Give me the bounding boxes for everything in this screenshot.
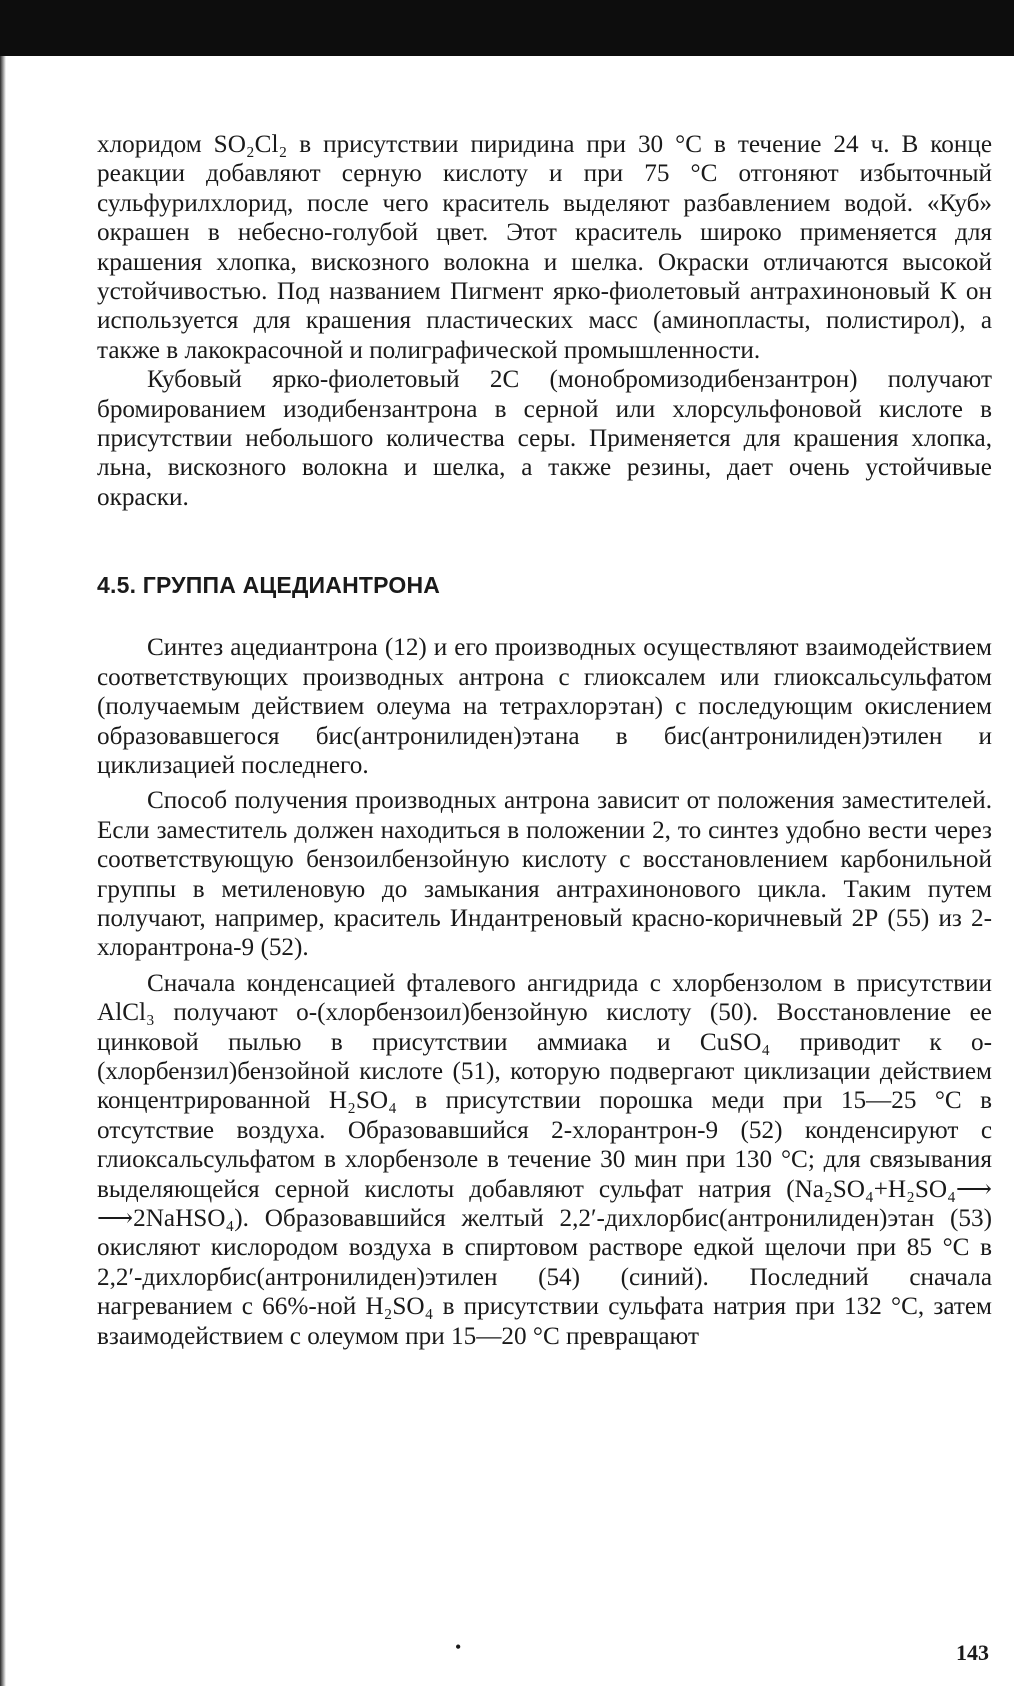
section-heading: 4.5. ГРУППА АЦЕДИАНТРОНА [97, 572, 441, 599]
paragraph-2: Кубовый ярко-фиолетовый 2С (монобромизодибензантрон) получают бромированием изодибензантрона в серной или хлорсульфоновой кислоте в присутствии небольшого количества серы. Применяется для крашения хлопка, льна, вискозного волокна и шелка, а также резины, дает очень устойчивые окраски. [97, 366, 992, 511]
paragraph-1: хлоридом SO₂Cl₂ в присутствии пиридина при 30 °С в течение 24 ч. В конце реакции добавляют серную кислоту и при 75 °С отгоняют избыточный сульфурилхлорид, после чего краситель выделяют разбавлением водой. «Куб» окрашен в небесно-голубой цвет. Этот краситель широко применяется для крашения хлопка, вискозного волокна и шелка. Окраски отличаются высокой устойчивостью. Под названием Пигмент ярко-фиолетовый антрахиноновый К он используется для крашения пластических масс (аминопласты, полистирол), а также в лакокрасочной и полиграфической промышленности. [97, 131, 992, 364]
paragraph-3: Синтез ацедиантрона (12) и его производных осуществляют взаимодействием соответствующих производных антрона с глиоксалем или глиоксальсульфатом (получаемым действием олеума на тетрахлорэтан) с последующим окислением образовавшегося бис(антронилиден)этана в бис(антронилиден)этилен и циклизацией последнего. [97, 634, 992, 779]
page-number: 143 [956, 1640, 989, 1665]
paragraph-5: Сначала конденсацией фталевого ангидрида с хлорбензолом в присутствии AlCl₃ получают о-(хлорбензоил)бензойную кислоту (50). Восстановление ее цинковой пылью в присутствии аммиака и CuSO₄ приводит к о-(хлорбензил)бензойной кислоте (51), которую подвергают циклизации действием концентрированной H₂SO₄ в присутствии порошка меди при 15—25 °С в отсутствие воздуха. Образовавшийся 2-хлорантрон-9 (52) конденсируют с глиоксальсульфатом в хлорбензоле в течение 30 мин при 130 °С; для связывания выделяющейся серной кислоты добавляют сульфат натрия (Na₂SO₄+H₂SO₄⟶ ⟶2NaHSO₄). Образовавшийся желтый 2,2′-дихлорбис(антронилиден)этан (53) окисляют кислородом воздуха в спиртовом растворе едкой щелочи при 85 °С в 2,2′-дихлорбис(антронилиден)этилен (54) (синий). Последний сначала нагреванием с 66%-ной H₂SO₄ в присутствии сульфата натрия при 132 °С, затем взаимодействием с олеумом при 15—20 °С превращают [97, 969, 992, 1350]
page-body [97, 130, 992, 1351]
scan-top-border [0, 0, 1014, 56]
scan-left-edge [0, 56, 6, 1686]
paragraph-4: Способ получения производных антрона зависит от положения заместителей. Если заместитель должен находиться в положении 2, то синтез удобно вести через соответствующую бензоилбензойную кислоту с восстановлением карбонильной группы в метиленовую до замыкания антрахинонового цикла. Таким путем получают, например, краситель Индантреновый красно-коричневый 2Р (55) из 2-хлорантрона-9 (52). [97, 787, 992, 962]
print-mark: • [455, 1637, 462, 1657]
